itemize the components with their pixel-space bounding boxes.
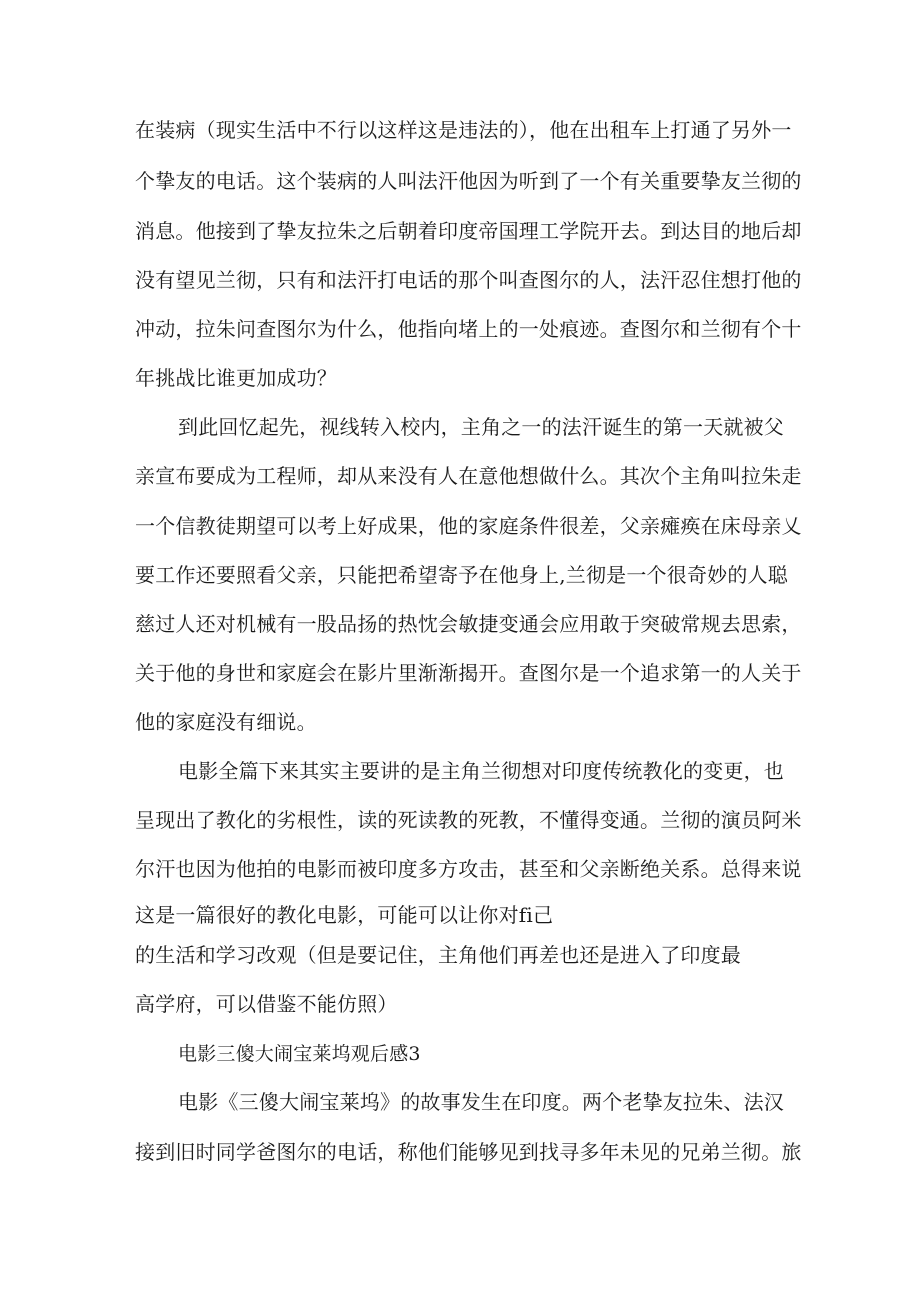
text-line: 他的家庭没有细说。 <box>135 710 317 734</box>
text-line: 尔汗也因为他拍的电影而被印度多方攻击，甚至和父亲断绝关系。总得来说 <box>135 857 802 881</box>
text-line: 亲宣布要成为工程师，却从来没有人在意他想做什么。其次个主角叫拉朱走 <box>135 464 802 488</box>
text-line: 高学府，可以借鉴不能仿照） <box>135 992 398 1016</box>
section-title: 电影三傻大闹宝莱坞观后感3 <box>178 1043 421 1065</box>
text-line: 个挚友的电话。这个装病的人叫法汗他因为听到了一个有关重要挚友兰彻的 <box>135 169 802 193</box>
text-line: 这是一篇很好的教化电影，可能可以让你对fi己 <box>135 903 554 927</box>
text-line: 没有望见兰彻，只有和法汗打电话的那个叫查图尔的人，法汗忍住想打他的 <box>135 268 802 292</box>
text-line: 一个信教徒期望可以考上好成果，他的家庭条件很差，父亲瘫痪在床母亲乂 <box>135 514 802 538</box>
text-line: 的生活和学习改观（但是要记住，主角他们再差也还是进入了印度最 <box>135 943 741 967</box>
text-line: 到此回忆起先，视线转入校内，主角之一的法汗诞生的第一天就被父 <box>178 415 784 439</box>
text-line: 接到旧时同学爸图尔的电话，称他们能够见到找寻多年未见的兄弟兰彻。旅 <box>135 1140 802 1164</box>
text-line: 要工作还要照看父亲，只能把希望寄予在他身上,兰彻是一个很奇妙的人聪 <box>135 563 788 587</box>
text-line: 冲动，拉朱问查图尔为什么，他指向堵上的一处痕迹。查图尔和兰彻有个十 <box>135 317 802 341</box>
text-line: 慈过人还对机械有一股品扬的热忱会敏捷变通会应用敢于突破常规去思索， <box>135 612 802 636</box>
text-line: 呈现出了教化的劣根性，读的死读教的死教，不懂得变通。兰彻的演员阿米 <box>135 808 802 832</box>
text-line: 消息。他接到了挚友拉朱之后朝着印度帝国理工学院开去。到达目的地后却 <box>135 219 802 243</box>
text-line: 关于他的身世和家庭会在影片里渐渐揭开。查图尔是一个追求第一的人关于 <box>135 661 802 685</box>
text-line: 电影《三傻大闹宝莱坞》的故事发生在印度。两个老挚友拉朱、法汉 <box>178 1090 784 1114</box>
text-line: 电影全篇下来其实主要讲的是主角兰彻想对印度传统教化的变更，也 <box>178 759 784 783</box>
text-line: 在装病（现实生活中不行以这样这是违法的），他在出租车上打通了另外一 <box>135 118 792 142</box>
text-line: 年挑战比谁更加成功？ <box>135 366 337 390</box>
